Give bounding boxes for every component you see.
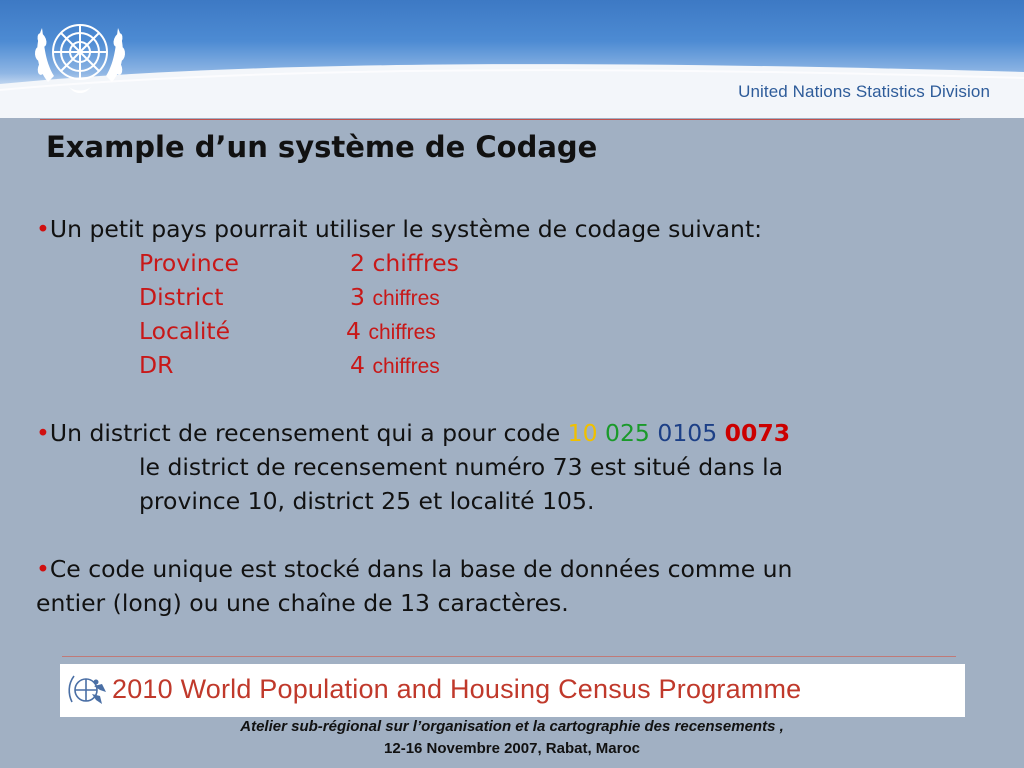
footer-line-2: 12-16 Novembre 2007, Rabat, Maroc <box>384 740 640 757</box>
level-digits: 3 chiffres <box>350 283 440 311</box>
coding-level-row <box>36 348 996 382</box>
bullet-3-line <box>36 552 996 586</box>
code-dr: 0073 <box>724 419 791 447</box>
footer-line-1: Atelier sub-régional sur l’organisation et la cartographie des recensements , <box>240 718 784 735</box>
header-band <box>0 0 1024 118</box>
bullet-icon: • <box>36 215 50 243</box>
un-emblem-icon <box>28 10 132 100</box>
coding-level-row <box>36 314 996 348</box>
banner-title: 2010 World Population and Housing Census Programme <box>112 674 802 704</box>
bullet-3-line: entier (long) ou une chaîne de 13 caractères. <box>36 589 569 617</box>
code-district: 025 <box>605 419 650 447</box>
census-logo-icon <box>66 668 110 712</box>
level-digits: 4 chiffres <box>350 351 440 379</box>
census-banner <box>60 664 965 717</box>
code-locality: 0105 <box>657 419 718 447</box>
coding-level-row <box>36 280 996 314</box>
code-province: 10 <box>567 419 598 447</box>
organization-name: United Nations Statistics Division <box>738 82 990 101</box>
bullet-1-intro <box>36 212 996 246</box>
bullet-2-intro <box>36 416 996 450</box>
level-name: Localité <box>139 317 231 345</box>
coding-level-row <box>36 246 996 280</box>
bullet-2-explanation: le district de recensement numéro 73 est situé dans la <box>139 453 784 481</box>
bullet-3-text: Ce code unique est stocké dans la base de données comme un <box>49 555 793 583</box>
bullet-icon: • <box>36 419 50 447</box>
bullet-1-text: Un petit pays pourrait utiliser le système de codage suivant: <box>49 215 763 243</box>
spacer <box>36 382 996 416</box>
level-digits: 2 chiffres <box>350 249 459 277</box>
slide-title: Example d’un système de Codage <box>46 130 598 164</box>
level-name: District <box>139 283 224 311</box>
bottom-divider <box>62 656 956 657</box>
top-divider <box>40 119 960 120</box>
spacer <box>36 518 996 552</box>
level-name: Province <box>139 249 239 277</box>
slide-body <box>36 212 996 620</box>
footer <box>0 716 1024 760</box>
level-name: DR <box>139 351 174 379</box>
bullet-2-text: Un district de recensement qui a pour code <box>49 419 568 447</box>
bullet-icon: • <box>36 555 50 583</box>
level-digits: 4 chiffres <box>346 317 436 345</box>
bullet-2-explanation: province 10, district 25 et localité 105. <box>139 487 595 515</box>
